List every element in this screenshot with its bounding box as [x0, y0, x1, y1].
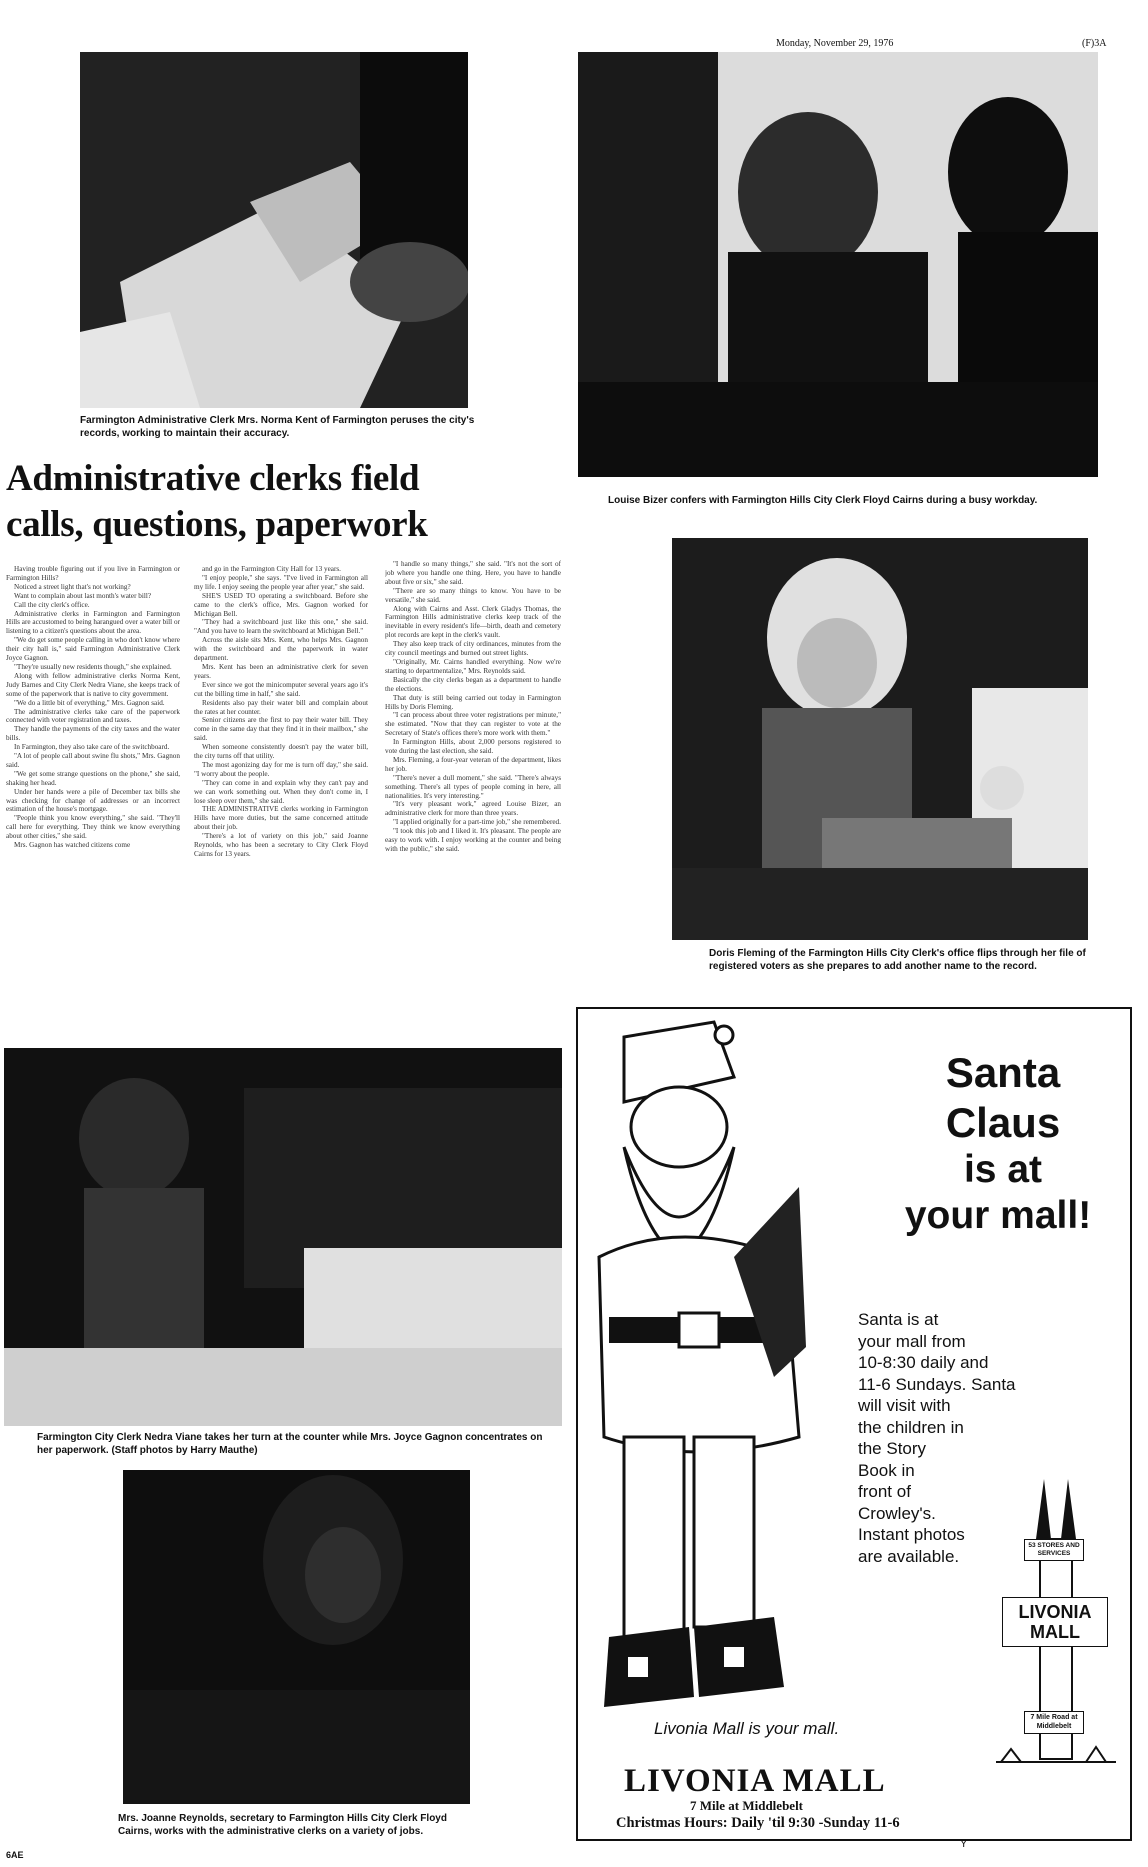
article-paragraph: Under her hands were a pile of December tax bills she was checking for change of addresses or an incorrect estimation of the house's mortgage.: [6, 787, 180, 814]
article-paragraph: In Farmington, they also take care of the switchboard.: [14, 743, 170, 752]
headline: [6, 456, 546, 548]
ad-tagline: Livonia Mall is your mall.: [654, 1719, 840, 1738]
article-paragraph: When someone consistently doesn't pay the water bill, the city turns off that utility.: [194, 743, 368, 761]
article-paragraph: "People think you know everything," she said. "They'll call here for everything. They think we know everything about other cities," she said.: [6, 814, 180, 841]
ad-hours: Christmas Hours: Daily 'til 9:30 -Sunday 11-6: [616, 1815, 900, 1831]
caption-photo5: Mrs. Joanne Reynolds, secretary to Farmington Hills City Clerk Floyd Cairns, works with the administrative clerks on a variety of jobs.: [118, 1813, 447, 1837]
article-paragraph: Across the aisle sits Mrs. Kent, who helps Mrs. Gagnon with the switchboard and the paperwork in water department.: [194, 636, 368, 663]
page-date: Monday, November 29, 1976: [776, 38, 894, 49]
ad-title-is-at: is at: [963, 1148, 1043, 1191]
article-column-3: [385, 560, 561, 1035]
article-paragraph: "I applied originally for a part-time job," she remembered.: [393, 818, 561, 827]
article-paragraph: Mrs. Kent has been an administrative clerk for seven years.: [194, 662, 368, 680]
article-paragraph: THE ADMINISTRATIVE clerks working in Farmington Hills have more duties, but the same concerned attitude about their job.: [194, 805, 368, 832]
tower-mall: MALL: [1030, 1622, 1080, 1642]
ad-body-line: 11-6 Sundays. Santa: [858, 1374, 1016, 1394]
ad-body-line: your mall from: [858, 1331, 966, 1351]
article-paragraph: "They had a switchboard just like this one," she said. "And you have to learn the switchboard at Michigan Bell.": [194, 618, 368, 636]
article-paragraph: Noticed a street light that's not working?: [14, 582, 131, 591]
article-paragraph: "They're usually new residents though," she explained.: [14, 662, 172, 671]
article-paragraph: "We do a little bit of everything," Mrs. Gagnon said.: [14, 698, 165, 707]
article-paragraph: Call the city clerk's office.: [14, 600, 90, 609]
article-paragraph: "We get some strange questions on the phone," she said, shaking her head.: [6, 769, 180, 787]
photo-norma-kent: [80, 52, 468, 408]
caption-photo3: Doris Fleming of the Farmington Hills City Clerk's office flips through her file of registered voters as she prepares to add another name to the record.: [709, 948, 1086, 972]
ad-body-line: are available.: [858, 1546, 960, 1566]
article-paragraph: Basically the city clerks began as a department to handle the elections.: [385, 675, 561, 693]
santa-claus-ad: [576, 1007, 1132, 1841]
article-paragraph: "It's very pleasant work," agreed Louise Bizer, an administrative clerk for more than three years.: [385, 800, 561, 818]
article-paragraph: "There's a lot of variety on this job," said Joanne Reynolds, who has been a secretary to City Clerk Floyd Cairns for 13 years.: [194, 832, 368, 858]
article-column-1: [6, 565, 180, 1035]
caption-photo2: Louise Bizer confers with Farmington Hills City Clerk Floyd Cairns during a busy workday.: [608, 495, 1038, 506]
photo-joanne-reynolds: [123, 1470, 470, 1804]
caption-photo1: Farmington Administrative Clerk Mrs. Norma Kent of Farmington peruses the city's records, working to maintain their accuracy.: [80, 415, 475, 439]
article-paragraph: "I handle so many things," she said. "It's not the sort of job where you handle one thing. Here, you have to handle about five or six," she said.: [385, 560, 561, 586]
article-paragraph: "A lot of people call about swine flu shots," Mrs. Gagnon said.: [6, 752, 180, 769]
article-paragraph: They handle the payments of the city taxes and the water bills.: [6, 725, 180, 743]
page-code: 6AE: [6, 1850, 24, 1860]
page-number: (F)3A: [1082, 38, 1107, 49]
photo-nedra-viane: [4, 1048, 562, 1426]
tower-livonia: LIVONIA: [1018, 1602, 1092, 1622]
article-paragraph: and go in the Farmington City Hall for 13 years.: [202, 565, 341, 573]
article-paragraph: "I can process about three voter registrations per minute," she estimated. "Now that they can register to vote at the Secretary of State's offices there's more work with them.": [385, 711, 561, 738]
ad-body-line: Book in: [858, 1460, 915, 1480]
article-paragraph: Mrs. Gagnon has watched citizens come: [14, 841, 131, 850]
footer-mark: Y: [960, 1838, 968, 1850]
ad-body-line: Instant photos: [858, 1525, 965, 1544]
ad-title-your-mall: your mall!: [904, 1194, 1092, 1237]
ad-body-line: the children in: [858, 1417, 964, 1437]
ad-body-line: Santa is at: [858, 1310, 939, 1329]
article-column-2: [194, 565, 368, 1035]
article-paragraph: "They can come in and explain why they can't pay and we can work something out. When they don't come in, I lose sleep over them," she said.: [194, 778, 368, 805]
ad-body-line: will visit with: [858, 1396, 951, 1415]
article-paragraph: Along with fellow administrative clerks Norma Kent, Judy Barnes and City Clerk Nedra Viane, she keeps track of some of the paperwork that is native to city government.: [6, 671, 180, 698]
headline-line1: Administrative clerks field: [6, 458, 420, 499]
santa-illustration: [584, 1017, 806, 1717]
ad-location: 7 Mile at Middlebelt: [690, 1798, 804, 1813]
article-paragraph: Residents also pay their water bill and complain about the rates at her counter.: [194, 698, 368, 716]
article-paragraph: Having trouble figuring out if you live in Farmington or Farmington Hills?: [6, 565, 180, 582]
article-paragraph: Senior citizens are the first to pay their water bill. They come in the same day that they find it in their mailbox," she said.: [194, 716, 368, 743]
ad-body-line: front of: [858, 1482, 911, 1501]
article-paragraph: That duty is still being carried out today in Farmington Hills by Doris Fleming.: [385, 693, 561, 711]
article-paragraph: Along with Cairns and Asst. Clerk Gladys Thomas, the Farmington Hills administrative clerks keep track of the inevitable in every resident's life—birth, death and cemetery plot records are kept in the clerk's vault.: [385, 604, 561, 640]
article-paragraph: SHE'S USED TO operating a switchboard. Before she came to the clerk's office, Mrs. Gagnon worked for Michigan Bell.: [194, 591, 368, 618]
tower-road-sign: 7 Mile Road at Middlebelt: [1024, 1711, 1084, 1734]
tower-mall-sign: [1002, 1597, 1108, 1647]
article-paragraph: Mrs. Fleming, a four-year veteran of the department, likes her job.: [385, 755, 561, 773]
article-paragraph: The administrative clerks take care of the paperwork connected with voter registration and taxes.: [6, 707, 180, 725]
headline-line2: calls, questions, paperwork: [6, 504, 428, 545]
ad-body-line: the Story: [858, 1439, 927, 1458]
article-paragraph: "There's never a dull moment," she said. "There's always something. There's all types of people coming in here, all nationalities. It's very interesting.": [385, 773, 561, 800]
ad-body-line: Crowley's.: [858, 1503, 936, 1523]
tower-stores-label: 53 STORES AND SERVICES: [1024, 1539, 1084, 1561]
article-paragraph: They also keep track of city ordinances, minutes from the city council meetings and burned out street lights.: [385, 640, 561, 658]
article-paragraph: The most agonizing day for me is turn off day," she said. "I worry about the people.: [194, 760, 368, 778]
article-paragraph: Want to complain about last month's water bill?: [14, 591, 152, 600]
article-paragraph: Ever since we got the minicomputer several years ago it's cut the billing time in half," she said.: [194, 680, 368, 698]
photo-louise-bizer: [578, 52, 1098, 477]
ad-title-santa: Santa: [945, 1049, 1061, 1096]
article-paragraph: "We do get some people calling in who don't know where their city hall is," said Farmington Administrative Clerk Joyce Gagnon.: [6, 636, 180, 663]
article-paragraph: In Farmington Hills, about 2,000 persons registered to vote during the last election, she said.: [385, 738, 561, 756]
article-paragraph: Administrative clerks in Farmington and Farmington Hills are accustomed to being harangued over a water bill or listening to a citizen's questions about the area.: [6, 609, 180, 636]
caption-photo4: Farmington City Clerk Nedra Viane takes her turn at the counter while Mrs. Joyce Gagnon concentrates on her paperwork. (Staff photos by Harry Mauthe): [37, 1432, 543, 1456]
article-paragraph: "There are so many things to know. You have to be versatile," she said.: [385, 586, 561, 604]
photo-doris-fleming: [672, 538, 1088, 940]
article-paragraph: "I enjoy people," she says. "I've lived in Farmington all my life. I enjoy seeing the people year after year," she said.: [194, 573, 368, 591]
article-paragraph: "I took this job and I liked it. It's pleasant. The people are easy to work with. I enjoy working at the counter and being with the public," she said.: [385, 827, 561, 853]
ad-body-line: 10-8:30 daily and: [858, 1353, 989, 1372]
ad-title-claus: Claus: [945, 1099, 1061, 1146]
article-paragraph: "Originally, Mr. Cairns handled everything. Now we're starting to departmentalize," Mrs. Reynolds said.: [385, 657, 561, 675]
ad-mall-name: LIVONIA MALL: [624, 1763, 886, 1799]
